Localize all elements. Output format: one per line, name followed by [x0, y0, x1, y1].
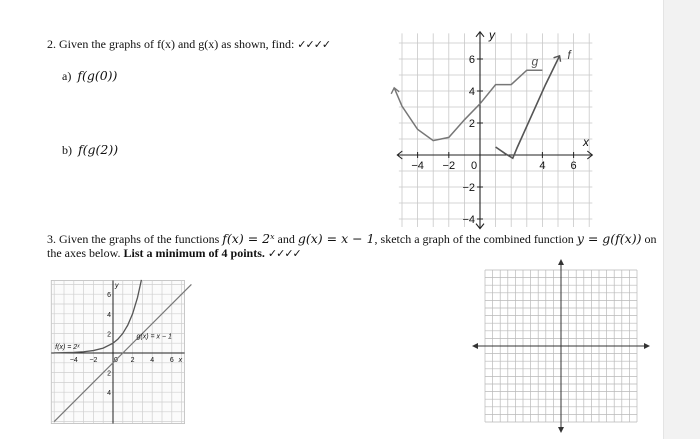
x-tick-label: −2: [89, 357, 98, 364]
g-label: g(x) = x − 1: [136, 333, 172, 341]
x-tick-label: 2: [130, 357, 135, 364]
x-tick-label: 4: [150, 357, 155, 364]
y-tick-label: 4: [107, 311, 111, 319]
y-axis-label: y: [115, 282, 119, 290]
y-tick-label: 2: [107, 331, 111, 339]
x-tick-label: −4: [69, 357, 78, 364]
q2-part-a-expr: f(g(0)): [77, 68, 118, 83]
q2-part-b-expr: f(g(2)): [78, 142, 119, 157]
y-tick-label: 4: [468, 86, 475, 98]
q2-part-b: b) f(g(2)): [62, 142, 119, 157]
y-tick-label: 4: [107, 390, 111, 398]
x-axis-arrow-left: [472, 343, 478, 349]
y-tick-label: 6: [107, 292, 111, 300]
q3-prompt-line1: 3. Given the graphs of the functions f(x) = 2ˣ and g(x) = x − 1, sketch a graph of the combined function y = g(f(x)) on: [47, 231, 657, 246]
q3-g-definition: g(x) = x − 1: [297, 231, 375, 246]
y-tick-label: 2: [468, 118, 475, 130]
x-axis-label: x: [178, 357, 183, 364]
q3-f-definition: f(x) = 2ˣ: [222, 231, 275, 246]
y-tick-label: 6: [468, 54, 475, 66]
q2-checkmarks: ✓✓✓✓: [297, 38, 331, 51]
x-tick-label: 6: [570, 160, 577, 172]
f-label: f(x) = 2ˣ: [55, 344, 80, 352]
q3-combined-function: y = g(f(x)): [576, 231, 642, 246]
q2-prompt: 2. Given the graphs of f(x) and g(x) as shown, find: ✓✓✓✓: [47, 37, 331, 51]
g-curve: [394, 70, 542, 140]
q3-prompt-line2: the axes below. List a minimum of 4 points. ✓✓✓✓: [47, 246, 301, 260]
y-axis-label: y: [489, 28, 495, 42]
f-label: f: [567, 47, 571, 62]
y-axis-arrow-down: [558, 427, 564, 433]
g-label: g: [531, 54, 539, 69]
q3-reference-graph: [47, 275, 207, 430]
x-tick-label: 6: [169, 357, 174, 364]
q3-answer-grid[interactable]: [475, 262, 645, 437]
x-axis-label: x: [582, 135, 589, 149]
x-tick-label: 4: [539, 160, 546, 172]
x-tick-label: 0: [114, 357, 118, 364]
x-tick-label: −2: [442, 160, 456, 172]
y-axis-arrow-up: [558, 259, 564, 265]
x-tick-label: 0: [470, 160, 478, 172]
x-axis-arrow-right: [644, 343, 650, 349]
q2-graph: [408, 28, 598, 226]
y-tick-label: −4: [462, 214, 475, 226]
x-tick-label: −4: [411, 160, 424, 172]
q3-checkmarks: ✓✓✓✓: [267, 247, 301, 260]
q2-part-a: a) f(g(0)): [62, 68, 118, 83]
y-tick-label: −2: [462, 182, 475, 194]
page-edge: [663, 0, 700, 439]
y-tick-label: 2: [107, 370, 111, 378]
